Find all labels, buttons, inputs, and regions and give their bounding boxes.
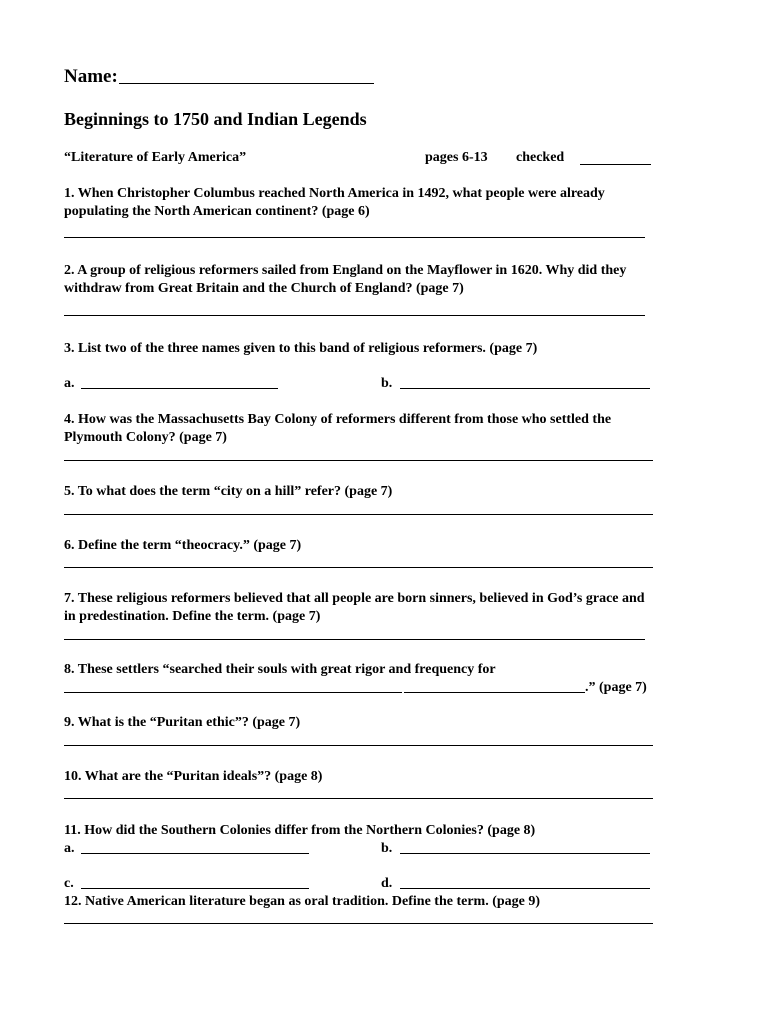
checked-field[interactable] bbox=[580, 164, 651, 165]
answer-3a-line[interactable] bbox=[81, 388, 278, 389]
name-field[interactable] bbox=[119, 83, 374, 84]
question-11-c-label: c. bbox=[64, 876, 74, 891]
answer-4-line[interactable] bbox=[64, 460, 653, 461]
question-11-b-label: b. bbox=[381, 841, 393, 856]
name-label: Name: bbox=[64, 66, 118, 87]
question-5-line-1: 5. To what does the term “city on a hill” refer? (page 7) bbox=[64, 484, 393, 499]
answer-9-line[interactable] bbox=[64, 745, 653, 746]
answer-7-line[interactable] bbox=[64, 639, 645, 640]
section-title: “Literature of Early America” bbox=[64, 150, 247, 165]
question-10-line-1: 10. What are the “Puritan ideals”? (page 8) bbox=[64, 769, 323, 784]
question-3-b-label: b. bbox=[381, 376, 393, 391]
question-9-line-1: 9. What is the “Puritan ethic”? (page 7) bbox=[64, 715, 301, 730]
question-12-line-1: 12. Native American literature began as oral tradition. Define the term. (page 9) bbox=[64, 894, 541, 909]
answer-8-line-a[interactable] bbox=[64, 692, 402, 693]
question-1-line-2: populating the North American continent? (page 6) bbox=[64, 204, 370, 219]
question-3-a-label: a. bbox=[64, 376, 75, 391]
page-title: Beginnings to 1750 and Indian Legends bbox=[64, 109, 367, 129]
answer-11b-line[interactable] bbox=[400, 853, 650, 854]
answer-12-line[interactable] bbox=[64, 923, 653, 924]
checked-label: checked bbox=[516, 150, 565, 165]
answer-10-line[interactable] bbox=[64, 798, 653, 799]
answer-11c-line[interactable] bbox=[81, 888, 309, 889]
question-4-line-1: 4. How was the Massachusetts Bay Colony of reformers different from those who settled the bbox=[64, 412, 612, 427]
question-4-line-2: Plymouth Colony? (page 7) bbox=[64, 430, 227, 445]
question-3-line-1: 3. List two of the three names given to this band of religious reformers. (page 7) bbox=[64, 341, 538, 356]
question-11-a-label: a. bbox=[64, 841, 75, 856]
question-2-line-2: withdraw from Great Britain and the Church of England? (page 7) bbox=[64, 281, 464, 296]
question-7-line-1: 7. These religious reformers believed that all people are born sinners, believed in God’s grace and bbox=[64, 591, 645, 606]
answer-8-line-b[interactable] bbox=[404, 692, 585, 693]
question-11-line-1: 11. How did the Southern Colonies differ from the Northern Colonies? (page 8) bbox=[64, 823, 536, 838]
question-6-line-1: 6. Define the term “theocracy.” (page 7) bbox=[64, 538, 302, 553]
pages-label: pages 6-13 bbox=[425, 150, 488, 165]
answer-11d-line[interactable] bbox=[400, 888, 650, 889]
answer-11a-line[interactable] bbox=[81, 853, 309, 854]
question-7-line-2: in predestination. Define the term. (page 7) bbox=[64, 609, 321, 624]
answer-5-line[interactable] bbox=[64, 514, 653, 515]
answer-2-line[interactable] bbox=[64, 315, 645, 316]
question-11-d-label: d. bbox=[381, 876, 393, 891]
answer-1-line[interactable] bbox=[64, 237, 645, 238]
question-8-line-1: 8. These settlers “searched their souls with great rigor and frequency for bbox=[64, 662, 496, 677]
answer-3b-line[interactable] bbox=[400, 388, 650, 389]
question-8-end: .” (page 7) bbox=[585, 680, 647, 695]
question-2-line-1: 2. A group of religious reformers sailed from England on the Mayflower in 1620. Why did they bbox=[64, 263, 627, 278]
question-1-line-1: 1. When Christopher Columbus reached North America in 1492, what people were already bbox=[64, 186, 605, 201]
answer-6-line[interactable] bbox=[64, 567, 653, 568]
